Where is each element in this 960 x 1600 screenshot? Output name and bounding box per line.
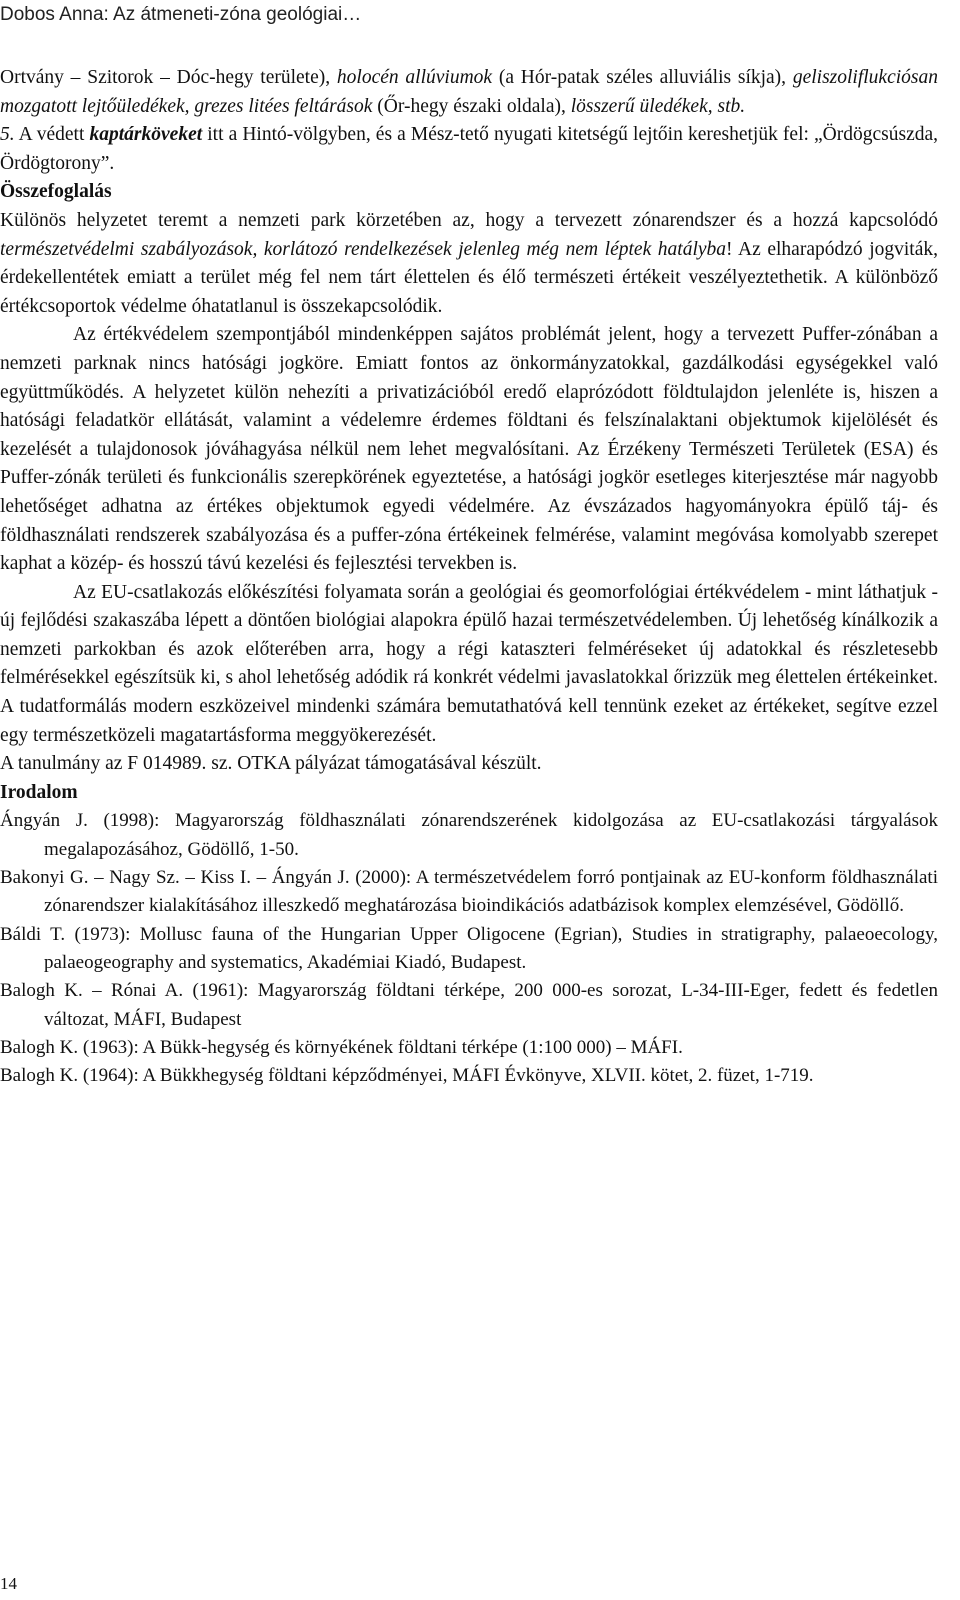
list-item-5: 5. A védett kaptárköveket itt a Hintó-völgyben, és a Mész-tető nyugati kitetségű lejtőin kereshetjük fel: „Ördögcsúszda, Ördögtorony”. — [0, 124, 938, 174]
section-title: Összefoglalás — [0, 181, 112, 203]
running-header: Dobos Anna: Az átmeneti-zóna geológiai… — [0, 4, 362, 25]
page-content — [0, 64, 938, 1090]
list-number: 5. — [0, 124, 15, 146]
italic-phrase: természetvédelmi szabályozások, korlátozó rendelkezések jelenleg még nem léptek hatályba — [0, 238, 727, 260]
summary-paragraph-3: Az EU-csatlakozás előkészítési folyamata során a geológiai és geomorfológiai értékvédelem - mint láthatjuk - új fejlődési szakaszába lépett a döntően biológiai alapokra épülő hazai természetvédelemben. Új lehetőség kínálkozik a nemzeti parkokban és azok előterében arra, hogy a régi kataszteri felméréseket új adatokkal és részletesebb felmérésekkel egészítsük ki, s ahol lehetőség adódik rá konkrét védelmi javaslatokkal őrizzük meg élettelen értékeinket. A tudatformálás modern eszközeivel mindenki számára bemutathatóvá kell tennünk ezeket az értékeket, segítve ezzel egy természetközeli magatartásforma meggyökerezését. — [0, 581, 938, 746]
page-number: 14 — [0, 1574, 17, 1593]
reference-item: Balogh K. – Rónai A. (1961): Magyarország földtani térképe, 200 000-es sorozat, L-34-III-Eger, fedett és fedetlen változat, MÁFI, Budapest — [0, 980, 938, 1030]
reference-list — [0, 807, 938, 1090]
italic-term: lösszerű üledékek, stb. — [570, 95, 746, 117]
reference-item: Balogh K. (1964): A Bükkhegység földtani képződményei, MÁFI Évkönyve, XLVII. kötet, 2. füzet, 1-719. — [0, 1065, 814, 1087]
summary-paragraph-2: Az értékvédelem szempontjából mindenképpen sajátos problémát jelent, hogy a tervezett Puffer-zónában a nemzeti parknak nincs hatósági jogköre. Emiatt fontos az önkormányzatokkal, gazdálkodási egységekkel való együttműködés. A helyzetet külön nehezíti a privatizációból eredő elaprózódott földtulajdon jelenléte is, hiszen a hatósági feladatkör ellátását, valamint a védelemre érdemes földtani és felszínalaktani objektumok kijelölését és kezelését a tulajdonosok jóváhagyása nélkül nem lehet megvalósítani. Az Érzékeny Természeti Területek (ESA) és Puffer-zónák területi és funkcionális szerepkörének egyeztetése, a hatósági jogkör esetleges kiterjesztése már nagyobb lehetőséget adhatna az értékes objektumok egyedi védelmére. Az évszázados hagyományokra épülő táj- és földhasználati rendszerek szabályozása és a puffer-zóna értékeinek felmérése, valamint megóvása komolyabb szerepet kaphat a közép- és hosszú távú kezelési és fejlesztési tervekben is. — [0, 324, 938, 575]
references-title: Irodalom — [0, 781, 78, 803]
reference-item: Ángyán J. (1998): Magyarország földhasználati zónarendszerének kidolgozása az EU-csatlakozási tárgyalások megalapozásához, Gödöllő, 1-50. — [0, 810, 938, 860]
italic-term: geliszoliflukciósan mozgatott lejtőüledékek, grezes litées feltárások — [0, 67, 938, 117]
reference-item: Balogh K. (1963): A Bükk-hegység és környékének földtani térképe (1:100 000) – MÁFI. — [0, 1036, 683, 1058]
list-continuation: Ortvány – Szitorok – Dóc-hegy területe), holocén allúviumok (a Hór-patak széles alluviális síkja), geliszoliflukciósan mozgatott lejtőüledékek, grezes litées feltárások (Őr-hegy északi oldala), lösszerű üledékek, stb. — [0, 67, 938, 117]
acknowledgement: A tanulmány az F 014989. sz. OTKA pályázat támogatásával készült. — [0, 753, 542, 775]
reference-item: Bakonyi G. – Nagy Sz. – Kiss I. – Ángyán J. (2000): A természetvédelem forró pontjainak az EU-konform földhasználati zónarendszer kialakításához illeszkedő meghatározása bioindikációs adatbázisok komplex elemzésével, Gödöllő. — [0, 867, 938, 917]
summary-paragraph-1: Különös helyzetet teremt a nemzeti park körzetében az, hogy a tervezett zónarendszer és a hozzá kapcsolódó természetvédelmi szabályozások, korlátozó rendelkezések jelenleg még nem léptek hatályba! Az elharapódzó jogviták, érdekellentétek emiatt a terület még fel nem tárt élettelen és élő természeti értékeit veszélyeztethetik. A különböző értékcsoportok védelme óhatatlanul is összekapcsolódik. — [0, 209, 938, 317]
reference-item: Báldi T. (1973): Mollusc fauna of the Hungarian Upper Oligocene (Egrian), Studies in stratigraphy, palaeoecology, palaeogeography and systematics, Akadémiai Kiadó, Budapest. — [0, 923, 938, 973]
bold-italic-term: kaptárköveket — [89, 124, 203, 146]
italic-term: holocén allúviumok — [336, 67, 493, 88]
